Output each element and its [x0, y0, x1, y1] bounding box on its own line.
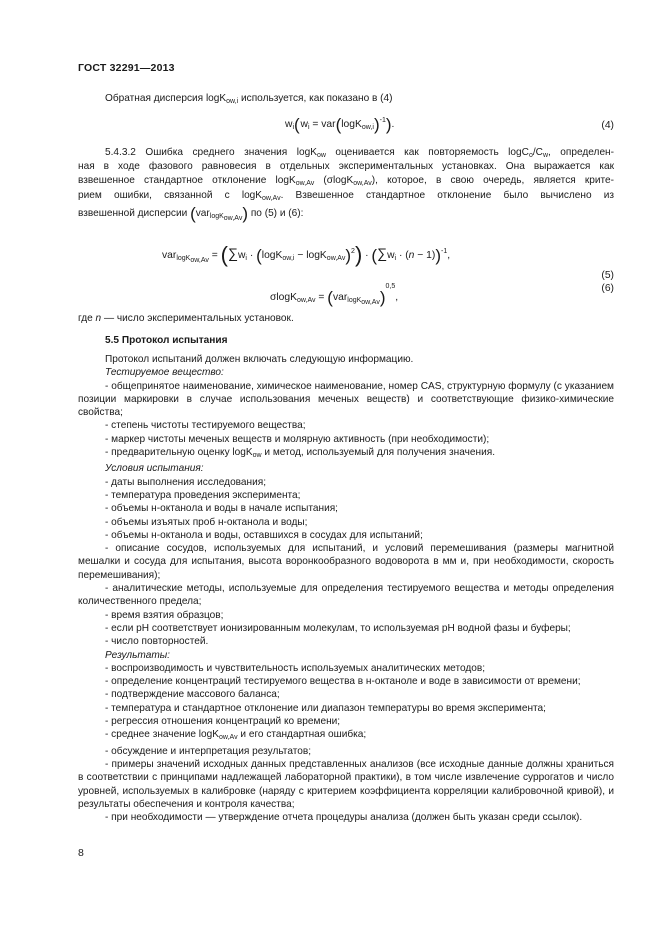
list-item: - объемы н-октанола и воды, оставшихся в сосудах для испытаний;: [105, 529, 423, 541]
equation-6: $\sigma\log K_{ow,Av} = (var_{logK_{ow,Av}})^{0,5}$,: [270, 283, 399, 307]
list-item: - регрессия отношения концентраций ко времени;: [105, 716, 341, 728]
list-item: - воспроизводимость и чувствительность используемых аналитических методов;: [105, 662, 486, 674]
where-n-note: где n — число экспериментальных установок.: [78, 313, 294, 324]
list-item: - время взятия образцов;: [105, 609, 224, 621]
results-title: Результаты:: [105, 649, 170, 661]
list-item: - общепринятое наименование, химическое наименование, номер CAS, структурную формулу (с указанием позиции маркировки в случае использования меченых веществ) и соответствующие физико-химические свойства;: [78, 380, 614, 419]
list-item: - среднее значение logK$_{ow,Av}$ и его стандартная ошибка;: [105, 729, 367, 742]
conditions-title: Условия испытания:: [105, 463, 204, 475]
test-substance-title: Тестируемое вещество:: [105, 367, 224, 379]
list-item: - если pH соответствует ионизированным молекулам, то используемая pH водной фазы и буферы;: [105, 622, 571, 634]
list-item: - объемы н-октанола и воды в начале испытания;: [105, 503, 338, 515]
equation-5-number: (5): [601, 270, 614, 281]
paragraph-5432-line-2: ная в ходе фазового равновесия в отдельных экспериментальных установках. Она выражается как: [78, 161, 614, 172]
list-item: - температура проведения эксперимента;: [105, 489, 301, 501]
paragraph-5432-line-3: взвешенное стандартное отклонение logK$_{ow,Av}$ (σlogK$_{ow,Av}$), которое, в свою очередь, является крите-: [78, 175, 615, 187]
equation-5: $var_{logK_{ow,Av}} = (\sum w_i \cdot (\log K_{ow,i} - \log K_{ow,Av})^2) \cdot (\sum w_i \cdot (n - 1))^{-1}$,: [162, 242, 451, 267]
list-item: - предварительную оценку logK$_{ow}$ и метод, используемый для получения значения.: [105, 447, 495, 460]
list-item: - маркер чистоты меченых веществ и молярную активность (при необходимости);: [105, 433, 490, 445]
list-item: - определение концентраций тестируемого вещества в н-октаноле и воде в зависимости от времени;: [105, 676, 581, 688]
equation-6-number: (6): [601, 283, 614, 294]
list-item: - при необходимости — утверждение отчета процедуры анализа (должен быть указан среди ссылок).: [105, 812, 583, 824]
list-item: - подтверждение массового баланса;: [105, 689, 280, 701]
list-item: - аналитические методы, используемые для определения тестируемого вещества и методы определения количественного предела;: [78, 583, 614, 608]
equation-4-number: (4): [601, 120, 614, 131]
paragraph-reverse-dispersion: Обратная дисперсия logK$_{ow,i}$ используется, как показано в (4): [105, 93, 393, 105]
paragraph-5432-line-5: взвешенной дисперсии (var$_{logK_{ow,Av}}$) по (5) и (6):: [78, 204, 304, 223]
list-item: - даты выполнения исследования;: [105, 476, 267, 488]
document-header: ГОСТ 32291—2013: [78, 62, 175, 74]
list-item: - температура и стандартное отклонение или диапазон температуры во время эксперимента;: [105, 702, 546, 714]
protocol-intro: Протокол испытаний должен включать следующую информацию.: [105, 354, 414, 365]
list-item: - степень чистоты тестируемого вещества;: [105, 420, 306, 432]
list-item: - описание сосудов, используемых для испытаний, и условий перемешивания (размеры магнитной мешалки и сосуда для испытания, высота воронкообразного водоворота в мм и, при необходимости, скорость перемешивания);: [78, 543, 614, 581]
list-item: - примеры значений исходных данных представленных анализов (все исходные данные должны храниться в соответствии с принципами надлежащей лабораторной практики), в том числе извлечение суррогатов и число уровней, используемых в калибровке (наряду с критерием коэффициента корреляции калибровочной кривой), и результаты обеспечения и контроля качества;: [78, 758, 614, 810]
section-title: 5.5 Протокол испытания: [105, 335, 228, 346]
paragraph-5432-line-1: 5.4.3.2 Ошибка среднего значения logK$_{ow}$ оценивается как повторяемость $\log C_o/C_w$, определен-: [105, 147, 614, 159]
list-item: - число повторностей.: [105, 636, 209, 648]
list-item: - обсуждение и интерпретация результатов;: [105, 745, 311, 757]
page-number: 8: [78, 847, 84, 859]
protocol-content: [78, 353, 614, 824]
equation-4: $w_i$( $w_i = var(\log K_{ow,i})^{-1}$).: [285, 115, 395, 134]
paragraph-5432-line-4: рием ошибки, связанной с logK$_{ow,Av}$. Взвешенное стандартное отклонение было вычислено из: [78, 190, 614, 202]
list-item: - объемы изъятых проб н-октанола и воды;: [105, 516, 308, 528]
